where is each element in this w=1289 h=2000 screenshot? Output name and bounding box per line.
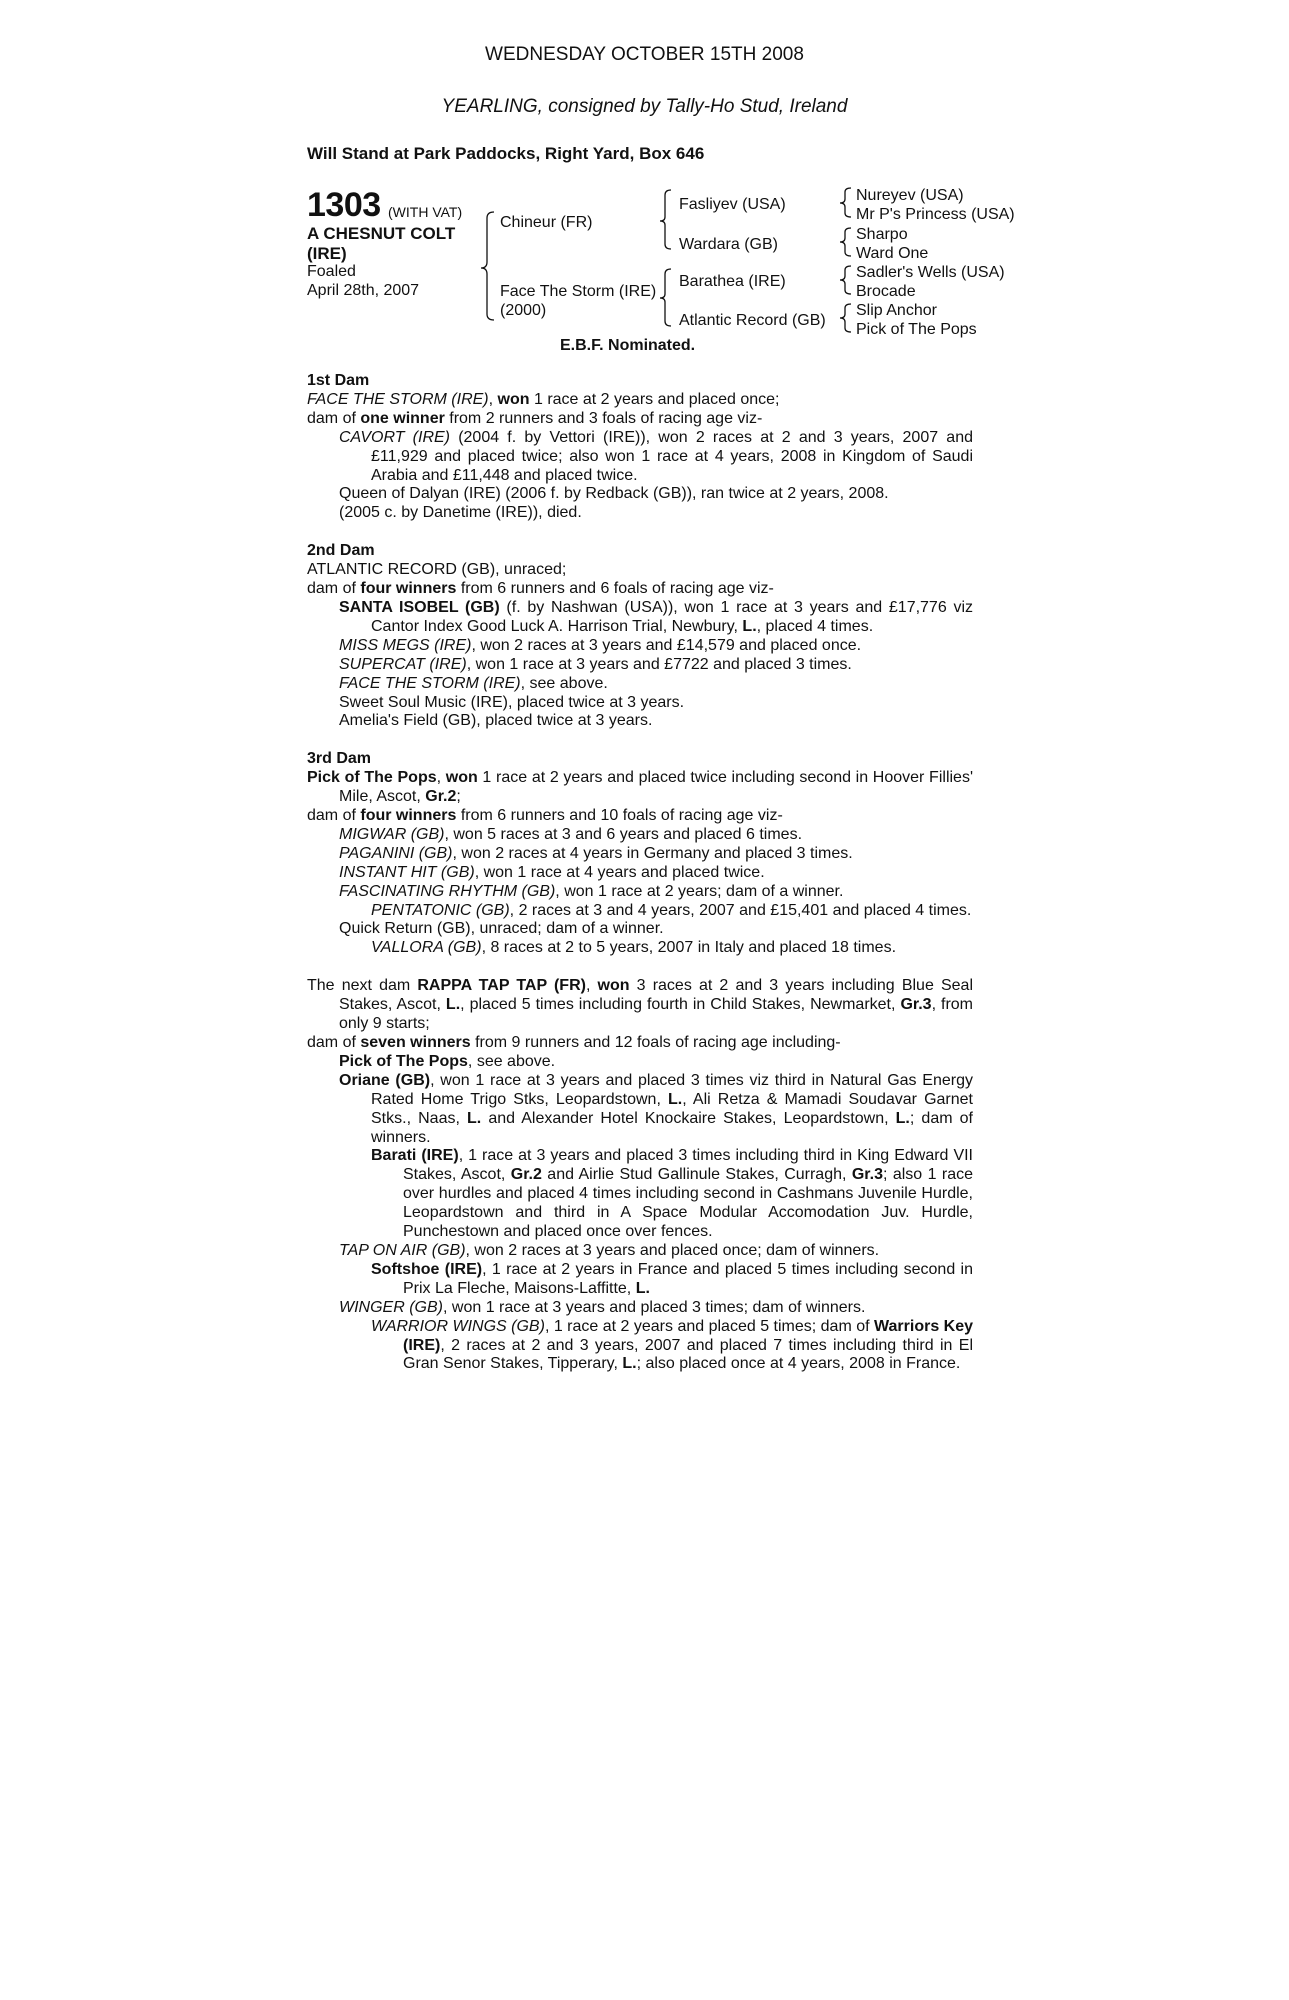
next-dam-line: The next dam RAPPA TAP TAP (FR), won 3 races at 2 and 3 years including Blue Seal Stakes, Ascot, L., placed 5 times including fourth in Child Stakes, Newmarket, Gr.3, from only 9 starts; (307, 977, 974, 1033)
first-dam-heading: 1st Dam (307, 372, 370, 389)
pedigree-dam-year: (2000) (500, 302, 547, 319)
list-item: Queen of Dalyan (IRE) (2006 f. by Redback (GB)), ran twice at 2 years, 2008. (339, 485, 889, 503)
consignment-line: YEARLING, consigned by Tally-Ho Stud, Ireland (441, 96, 848, 117)
gen1-brace (481, 212, 494, 320)
gen2-brace-dam (660, 269, 671, 326)
pedigree-gen2-2: Wardara (GB) (679, 236, 778, 253)
pedigree-gen3-1: Nureyev (USA) (856, 187, 964, 204)
list-item: Oriane (GB), won 1 race at 3 years and placed 3 times viz third in Natural Gas Energy Rated Home Trigo Stks, Leopardstown, L., Ali Retza & Mamadi Soudavar Garnet Stks., Naas, L. and Alexander Hotel Knockaire Stakes, Leopardstown, L.; dam of winners. (339, 1071, 974, 1146)
pedigree-gen3-6: Brocade (856, 283, 916, 300)
pedigree-gen3-5: Sadler's Wells (USA) (856, 264, 1005, 281)
stand-location: Will Stand at Park Paddocks, Right Yard, Box 646 (307, 144, 705, 163)
list-item: INSTANT HIT (GB), won 1 race at 4 years and placed twice. (339, 863, 765, 881)
list-item: CAVORT (IRE) (2004 f. by Vettori (IRE)), won 2 races at 2 and 3 years, 2007 and £11,929 and placed twice; also won 1 race at 4 years, 2008 in Kingdom of Saudi Arabia and £11,448 and placed twice. (339, 428, 973, 484)
pedigree-dam-name: Face The Storm (IRE) (500, 283, 657, 300)
lot-number: 1303 (307, 186, 381, 224)
gen3-brace-4 (840, 304, 851, 332)
gen2-brace-sire (660, 190, 671, 249)
list-item: VALLORA (GB), 8 races at 2 to 5 years, 2007 in Italy and placed 18 times. (371, 939, 897, 957)
list-item: Sweet Soul Music (IRE), placed twice at 3 years. (339, 693, 685, 711)
pedigree-gen2-4: Atlantic Record (GB) (679, 312, 826, 329)
pedigree-dam (500, 282, 656, 320)
list-item: WARRIOR WINGS (GB), 1 race at 2 years and placed 5 times; dam of Warriors Key (IRE), 2 races at 2 and 3 years, 2007 and placed 7 times including third in El Gran Senor Stakes, Tipperary, L.; also placed once at 4 years, 2008 in France. (371, 1317, 974, 1373)
list-item: Pick of The Pops, see above. (339, 1052, 556, 1070)
pedigree-gen3-7: Slip Anchor (856, 302, 937, 319)
pedigree-gen3-3: Sharpo (856, 226, 908, 243)
list-item: Barati (IRE), 1 race at 3 years and placed 3 times including third in King Edward VII Stakes, Ascot, Gr.2 and Airlie Stud Gallinule Stakes, Curragh, Gr.3; also 1 race over hurdles and placed 4 times including second in Cashmans Juvenile Hurdle, Leopardstown and third in A Space Modular Accomodation Juv. Hurdle, Punchestown and placed once over fences. (371, 1147, 974, 1241)
first-dam-line: FACE THE STORM (IRE), won 1 race at 2 years and placed once; (307, 390, 780, 408)
list-item: Quick Return (GB), unraced; dam of a winner. (339, 920, 664, 938)
pedigree-sire: Chineur (FR) (500, 214, 593, 231)
pedigree-gen2-1: Fasliyev (USA) (679, 196, 786, 213)
pedigree-gen2-3: Barathea (IRE) (679, 273, 786, 290)
lot-title-line1: A CHESNUT COLT (307, 224, 456, 243)
lot-title-line2: (IRE) (307, 244, 347, 263)
gen3-brace-3 (840, 266, 851, 294)
list-item: Amelia's Field (GB), placed twice at 3 years. (339, 712, 653, 730)
third-dam-produce: dam of four winners from 6 runners and 10 foals of racing age viz- (307, 807, 783, 825)
list-item: FASCINATING RHYTHM (GB), won 1 race at 2 years; dam of a winner. (339, 882, 844, 900)
list-item: FACE THE STORM (IRE), see above. (339, 674, 608, 692)
pedigree-gen3-8: Pick of The Pops (856, 321, 977, 338)
gen3-brace-1 (840, 188, 851, 217)
first-dam-produce: dam of one winner from 2 runners and 3 foals of racing age viz- (307, 409, 763, 427)
foaled-label: Foaled (307, 263, 356, 280)
list-item: MIGWAR (GB), won 5 races at 3 and 6 years and placed 6 times. (339, 825, 803, 843)
third-dam-heading: 3rd Dam (307, 750, 372, 768)
second-dam-heading: 2nd Dam (307, 542, 375, 560)
list-item: SUPERCAT (IRE), won 1 race at 3 years and £7722 and placed 3 times. (339, 655, 852, 673)
pedigree-gen3-4: Ward One (856, 245, 929, 262)
list-item: WINGER (GB), won 1 race at 3 years and placed 3 times; dam of winners. (339, 1298, 866, 1316)
list-item: TAP ON AIR (GB), won 2 races at 3 years and placed once; dam of winners. (339, 1241, 880, 1259)
foaled-date: April 28th, 2007 (307, 282, 420, 299)
second-dam-line: ATLANTIC RECORD (GB), unraced; (307, 561, 567, 579)
ebf-nominated: E.B.F. Nominated. (560, 337, 696, 354)
gen3-brace-2 (840, 228, 851, 256)
list-item: SANTA ISOBEL (GB) (f. by Nashwan (USA)), won 1 race at 3 years and £17,776 viz Cantor Index Good Luck A. Harrison Trial, Newbury, L., placed 4 times. (339, 598, 974, 635)
list-item: PAGANINI (GB), won 2 races at 4 years in Germany and placed 3 times. (339, 844, 853, 862)
list-item: PENTATONIC (GB), 2 races at 3 and 4 years, 2007 and £15,401 and placed 4 times. (371, 901, 972, 919)
sale-date: WEDNESDAY OCTOBER 15TH 2008 (485, 44, 804, 65)
next-dam-produce: dam of seven winners from 9 runners and 12 foals of racing age including- (307, 1034, 841, 1051)
vat-note: (WITH VAT) (388, 204, 463, 220)
list-item: Softshoe (IRE), 1 race at 2 years in France and placed 5 times including second in Prix La Fleche, Maisons-Laffitte, L. (371, 1260, 973, 1297)
list-item: MISS MEGS (IRE), won 2 races at 3 years and £14,579 and placed once. (339, 636, 862, 654)
second-dam-produce: dam of four winners from 6 runners and 6 foals of racing age viz- (307, 580, 774, 598)
produce-record (307, 372, 973, 1374)
first-dam-name: FACE THE STORM (IRE) (307, 390, 489, 408)
third-dam-line: Pick of The Pops, won 1 race at 2 years and placed twice including second in Hoover Fillies' Mile, Ascot, Gr.2; (307, 769, 973, 806)
pedigree-gen3-2: Mr P's Princess (USA) (856, 206, 1015, 223)
list-item: (2005 c. by Danetime (IRE)), died. (339, 504, 582, 522)
